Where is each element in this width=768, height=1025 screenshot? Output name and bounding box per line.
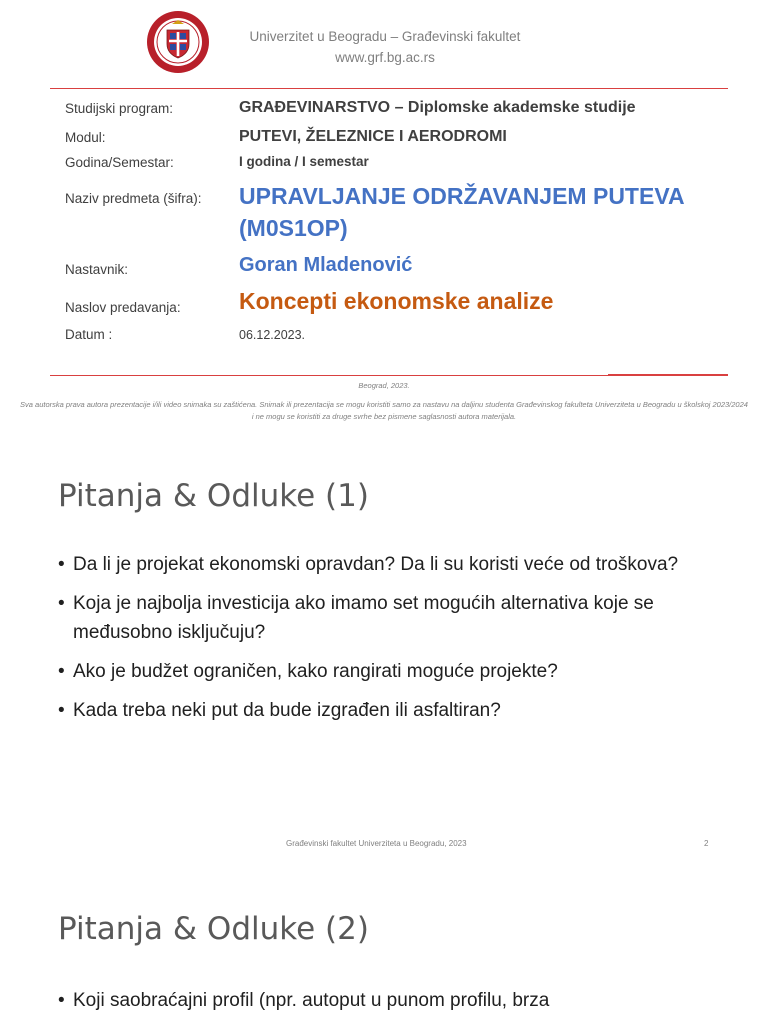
university-name: Univerzitet u Beogradu – Građevinski fakultet	[249, 29, 521, 44]
bullet-text: Koji saobraćajni profil (npr. autoput u punom profilu, brza	[73, 990, 550, 1011]
slide-footer: Građevinski fakultet Univerziteta u Beogradu, 2023	[286, 839, 467, 848]
bullet-dot-icon: •	[58, 554, 65, 575]
lecturer-value: Goran Mladenović	[239, 254, 413, 276]
place-year: Beograd, 2023.	[358, 381, 410, 390]
bullet-item	[58, 550, 728, 579]
bullet-dot-icon: •	[58, 990, 65, 1011]
university-website: www.grf.bg.ac.rs	[335, 50, 435, 65]
bullet-list	[58, 550, 728, 735]
bullet-dot-icon: •	[58, 661, 65, 682]
page-number: 2	[704, 839, 709, 848]
bullet-list	[58, 986, 728, 1025]
lecture-title-label: Naslov predavanja:	[65, 300, 181, 315]
lecture-title-value: Koncepti ekonomske analize	[239, 288, 554, 314]
copyright-notice: Sva autorska prava autora prezentacije i/ili video snimaka su zaštićena. Snimak ili prezentacija se mogu koristiti samo za nastavu na daljinu studenta Građevinskog fakulteta Univerziteta u Beogradu u školskoj 2023/2024 i ne mogu se koristiti za druge svrhe bez pismene saglasnosti autora materijala.	[20, 400, 748, 421]
date-label: Datum :	[65, 327, 113, 342]
year-semester-value: I godina / I semestar	[239, 154, 369, 169]
study-program-value: GRAĐEVINARSTVO – Diplomske akademske studije	[239, 99, 636, 116]
bullet-text: Da li je projekat ekonomski opravdan? Da li su koristi veće od troškova?	[73, 554, 679, 575]
bullet-item	[58, 657, 728, 686]
bullet-item	[58, 986, 728, 1015]
bullet-text: Ako je budžet ograničen, kako rangirati moguće projekte?	[73, 661, 558, 682]
bullet-item	[58, 696, 728, 725]
slide-title: Pitanja & Odluke (1)	[58, 478, 369, 514]
bullet-text: Kada treba neki put da bude izgrađen ili asfaltiran?	[73, 700, 501, 721]
bullet-item	[58, 589, 728, 647]
date-value: 06.12.2023.	[239, 328, 306, 342]
year-semester-label: Godina/Semestar:	[65, 155, 174, 170]
header-divider	[50, 88, 728, 89]
lecturer-label: Nastavnik:	[65, 262, 129, 277]
course-name-label: Naziv predmeta (šifra):	[65, 191, 202, 206]
bullet-dot-icon: •	[58, 700, 65, 721]
course-name-value: UPRAVLJANJE ODRŽAVANJEM PUTEVA (M0S1OP)	[239, 183, 684, 241]
slide-title: Pitanja & Odluke (2)	[58, 911, 369, 947]
module-label: Modul:	[65, 130, 106, 145]
footer-divider	[50, 375, 728, 376]
study-program-label: Studijski program:	[65, 101, 174, 116]
module-value: PUTEVI, ŽELEZNICE I AERODROMI	[239, 128, 507, 145]
bullet-dot-icon: •	[58, 593, 65, 614]
bullet-text: Koja je najbolja investicija ako imamo set mogućih alternativa koje se međusobno isključuju?	[73, 593, 654, 643]
